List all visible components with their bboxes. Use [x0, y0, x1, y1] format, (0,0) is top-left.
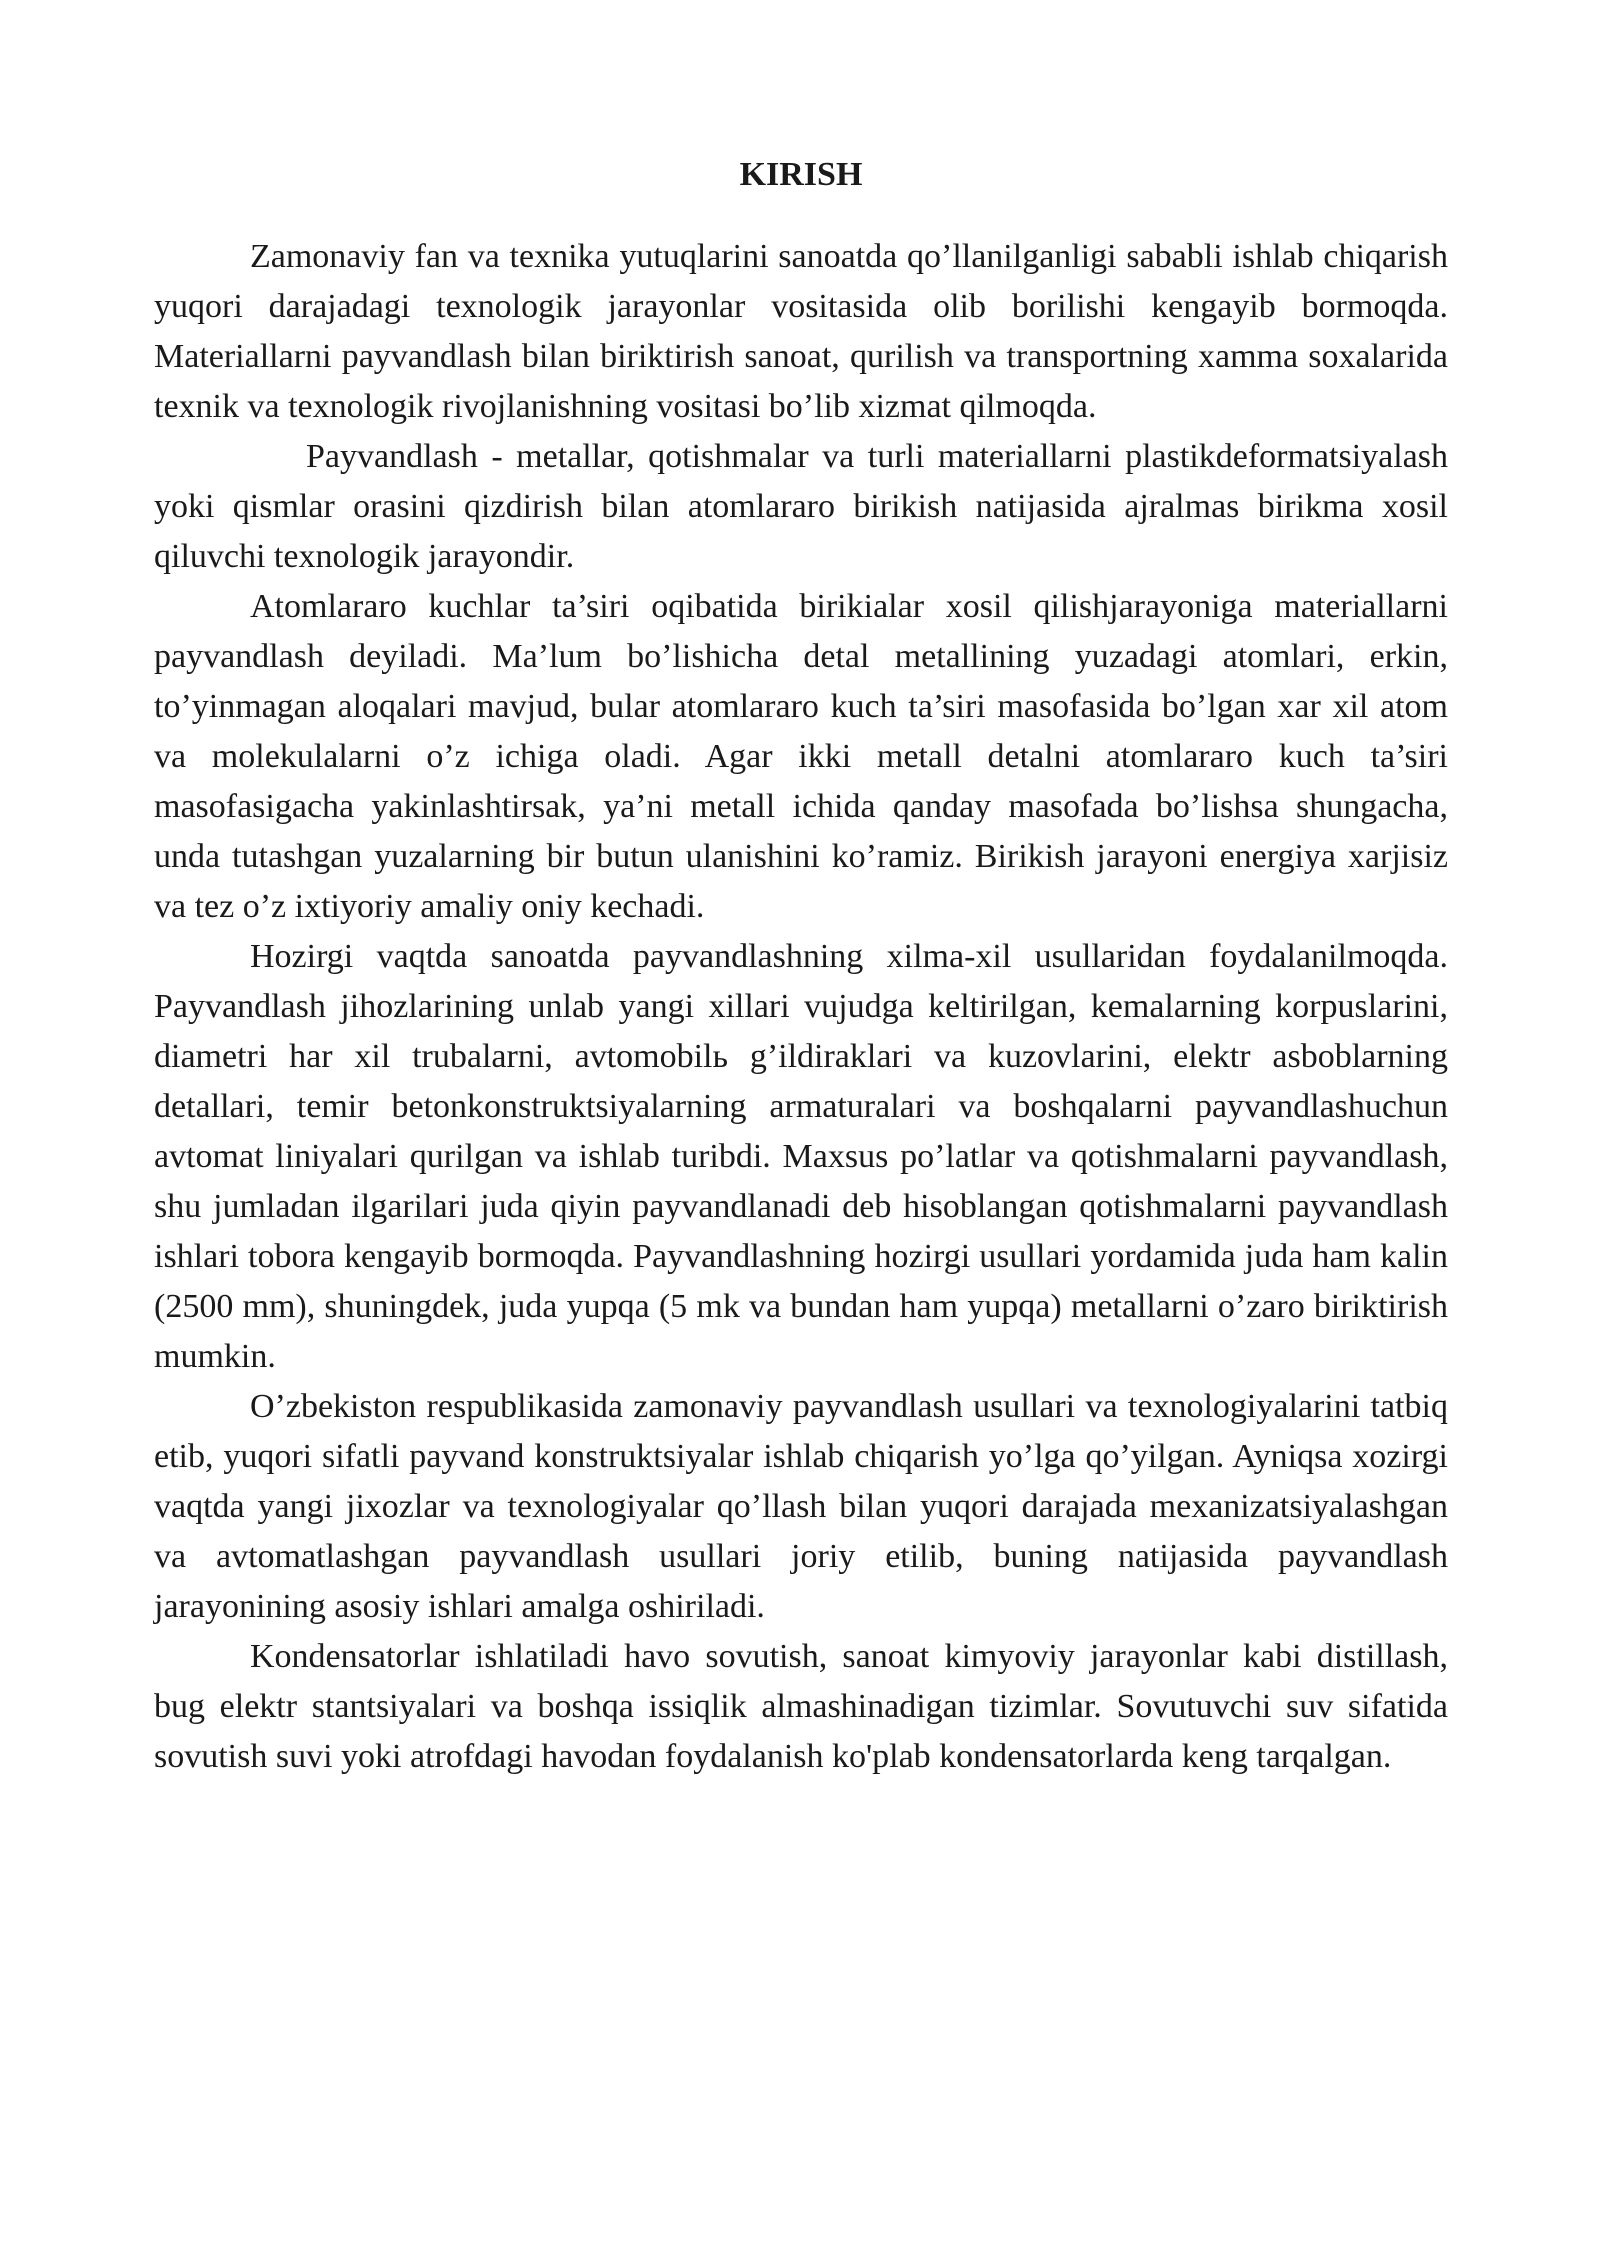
- document-title: KIRISH: [739, 156, 863, 193]
- paragraph-intro: Zamonaviy fan va texnika yutuqlarini sanoatda qo’llanilganligi sababli ishlab chiqarish yuqori darajadagi texnologik jarayonlar vositasida olib borilishi kengayib bormoqda. Materiallarni payvandlash bilan biriktirish sanoat, qurilish va transportning xamma soxalarida texnik va texnologik rivojlanishning vositasi bo’lib xizmat qilmoqda.: [154, 238, 1448, 425]
- paragraph-condensers: Kondensatorlar ishlatiladi havo sovutish, sanoat kimyoviy jarayonlar kabi distillash, bug elektr stantsiyalari va boshqa issiqlik almashinadigan tizimlar. Sovutuvchi suv sifatida sovutish suvi yoki atrofdagi havodan foydalanish ko'plab kondensatorlarda keng tarqalgan.: [154, 1638, 1448, 1775]
- paragraph-current-methods: Hozirgi vaqtda sanoatda payvandlashning xilma-xil usullaridan foydalanilmoqda. Payvandlash jihozlarining unlab yangi xillari vujudga keltirilgan, kemalarning korpuslarini, diametri har xil trubalarni, avtomobilь g’ildiraklari va kuzovlarini, elektr asboblarning detallari, temir betonkonstruktsiyalarning armaturalari va boshqalarni payvandlashuchun avtomat liniyalari qurilgan va ishlab turibdi. Maxsus po’latlar va qotishmalarni payvandlash, shu jumladan ilgarilari juda qiyin payvandlanadi deb hisoblangan qotishmalarni payvandlash ishlari tobora kengayib bormoqda. Payvandlashning hozirgi usullari yordamida juda ham kalin (2500 mm), shuningdek, juda yupqa (5 mk va bundan ham yupqa) metallarni o’zaro biriktirish mumkin.: [154, 938, 1448, 1375]
- document-body: [154, 150, 1448, 1782]
- paragraph-atomic-forces: Atomlararo kuchlar ta’siri oqibatida birikialar xosil qilishjarayoniga materiallarni payvandlash deyiladi. Ma’lum bo’lishicha detal metallining yuzadagi atomlari, erkin, to’yinmagan aloqalari mavjud, bular atomlararo kuch ta’siri masofasida bo’lgan xar xil atom va molekulalarni o’z ichiga oladi. Agar ikki metall detalni atomlararo kuch ta’siri masofasigacha yakinlashtirsak, ya’ni metall ichida qanday masofada bo’lishsa shungacha, unda tutashgan yuzalarning bir butun ulanishini ko’ramiz. Birikish jarayoni energiya xarjisiz va tez o’z ixtiyoriy amaliy oniy kechadi.: [154, 588, 1448, 925]
- paragraph-uzbekistan: O’zbekiston respublikasida zamonaviy payvandlash usullari va texnologiyalarini tatbiq etib, yuqori sifatli payvand konstruktsiyalar ishlab chiqarish yo’lga qo’yilgan. Ayniqsa xozirgi vaqtda yangi jixozlar va texnologiyalar qo’llash bilan yuqori darajada mexanizatsiyalashgan va avtomatlashgan payvandlash usullari joriy etilib, buning natijasida payvandlash jarayonining asosiy ishlari amalga oshiriladi.: [154, 1388, 1448, 1625]
- paragraph-definition: Payvandlash - metallar, qotishmalar va turli materiallarni plastikdeformatsiyalash yoki qismlar orasini qizdirish bilan atomlararo birikish natijasida ajralmas birikma xosil qiluvchi texnologik jarayondir.: [154, 438, 1448, 575]
